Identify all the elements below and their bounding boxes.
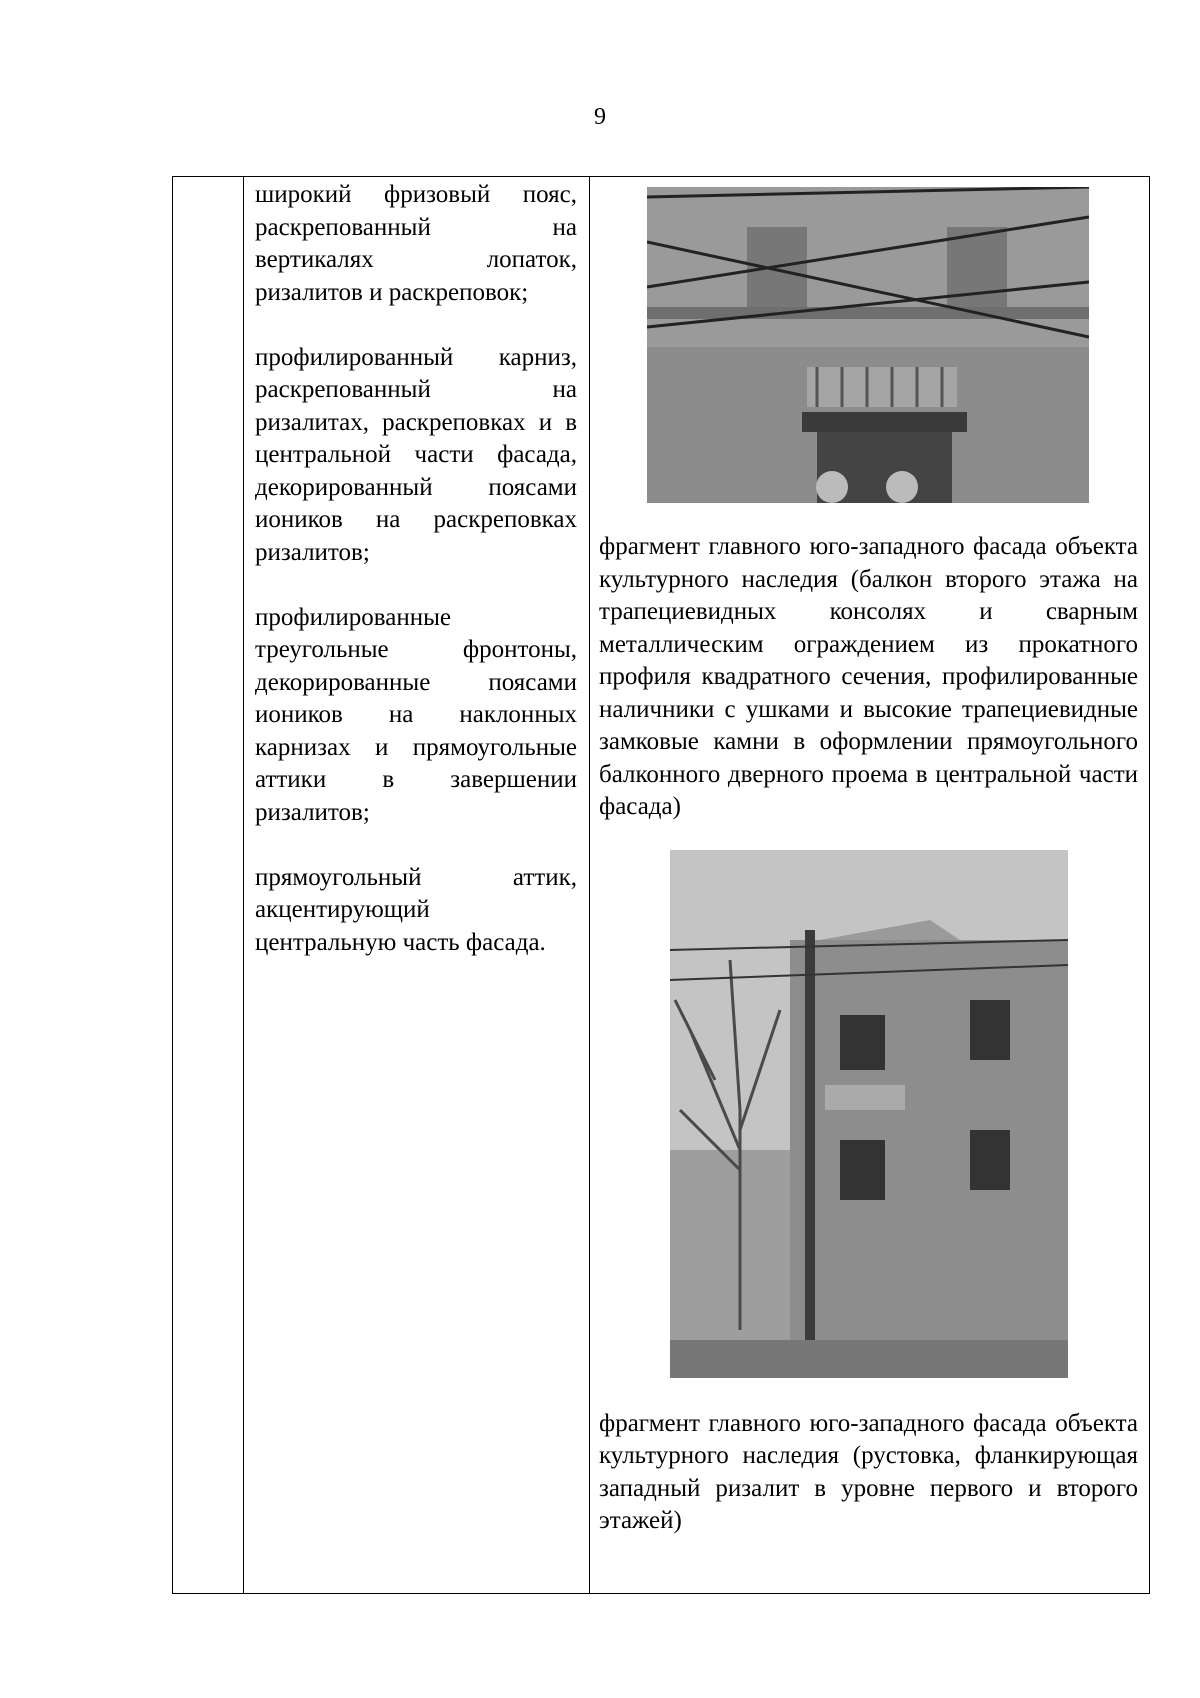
photo2-caption: фрагмент главного юго-западного фасада объекта культурного наследия (рустовка, фланкирующая западный ризалит в уровне первого и второго этажей) bbox=[599, 1409, 1138, 1534]
balcony-photo bbox=[647, 187, 1089, 503]
page-number: 9 bbox=[594, 104, 606, 130]
photos-column bbox=[599, 187, 1138, 1538]
element-paragraph: профилированные треугольные фронтоны, декорированные поясами иоников на наклонных карнизах и прямоугольные аттики в завершении ризалитов; bbox=[255, 603, 577, 826]
photo1-caption: фрагмент главного юго-западного фасада объекта культурного наследия (балкон второго этажа на трапециевидных консолях и сварным металлическим ограждением из прокатного профиля квадратного сечения, профилированные наличники с ушками и высокие трапециевидные замковые камни в оформлении прямоугольного балконного дверного проема в центральной части фасада) bbox=[599, 533, 1138, 820]
facade-photo bbox=[670, 850, 1068, 1378]
document-table bbox=[172, 176, 1150, 1594]
column-divider bbox=[243, 177, 244, 1593]
elements-column bbox=[255, 179, 577, 992]
column-divider bbox=[589, 177, 590, 1593]
element-paragraph: профилированный карниз, раскрепованный на ризалитах, раскреповках и в центральной части фасада, декорированный поясами иоников на раскреповках ризалитов; bbox=[255, 343, 577, 566]
element-paragraph: прямоугольный аттик, акцентирующий центральную часть фасада. bbox=[255, 863, 577, 956]
element-paragraph: широкий фризовый пояс, раскрепованный на вертикалях лопаток, ризалитов и раскреповок; bbox=[255, 181, 577, 306]
